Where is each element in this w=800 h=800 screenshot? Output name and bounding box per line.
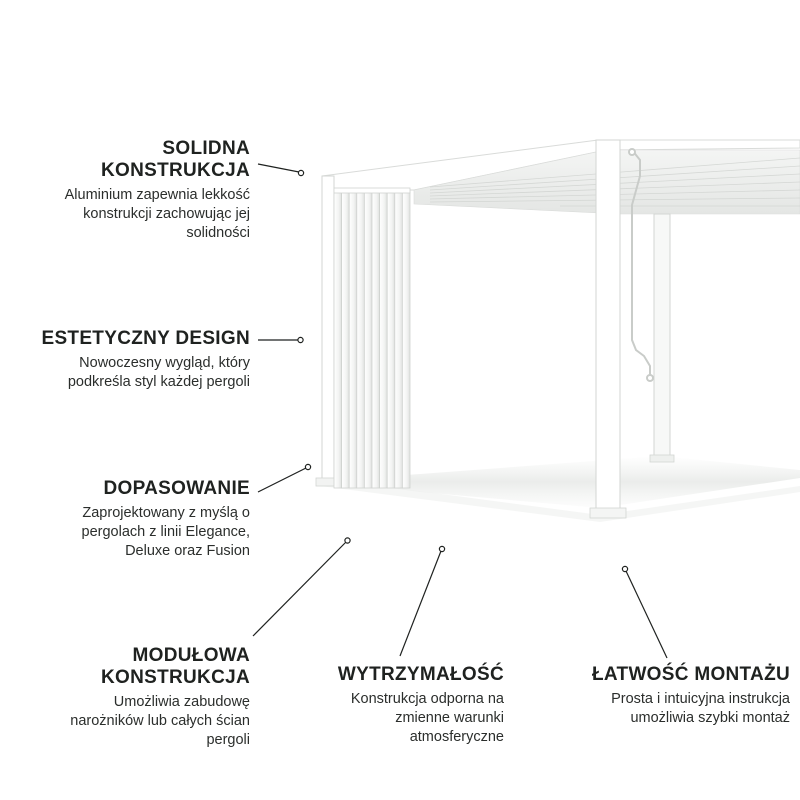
feature-description: Zaprojektowany z myślą o pergolach z linii Elegance, Deluxe oraz Fusion: [81, 505, 250, 559]
feature-title: DOPASOWANIE: [103, 478, 250, 499]
callout-dot: [298, 170, 303, 175]
feature-title: ESTETYCZNY DESIGN: [41, 328, 250, 349]
feature-wytrzymalosc: [296, 664, 504, 747]
back-post: [650, 214, 674, 462]
feature-description: Umożliwia zabudowę narożników lub całych ścian pergoli: [70, 694, 250, 748]
louver-slat: [380, 192, 388, 488]
feature-description: Aluminium zapewnia lekkość konstrukcji zachowując jej solidności: [64, 187, 250, 241]
feature-description: Prosta i intuicyjna instrukcja umożliwia szybki montaż: [611, 691, 790, 726]
feature-description: Nowoczesny wygląd, który podkreśla styl każdej pergoli: [67, 355, 250, 390]
feature-estetyczny-design: [0, 328, 250, 392]
feature-modulowa-konstrukcja: [0, 645, 250, 750]
feature-title: SOLIDNA KONSTRUKCJA: [101, 138, 250, 181]
feature-title: MODUŁOWA KONSTRUKCJA: [101, 645, 250, 688]
louver-slat: [357, 192, 365, 488]
feature-description: Konstrukcja odporna na zmienne warunki atmosferyczne: [350, 691, 504, 745]
side-wall-louvers: [334, 188, 410, 488]
louver-slat: [395, 192, 403, 488]
louver-slat: [372, 192, 380, 488]
callout-dot: [298, 337, 303, 342]
feature-dopasowanie: [0, 478, 250, 561]
callout-dot: [345, 538, 350, 543]
callout-dot: [439, 546, 444, 551]
feature-solidna-konstrukcja: [0, 138, 250, 243]
feature-title: WYTRZYMAŁOŚĆ: [337, 664, 504, 685]
louver-top-rail: [334, 188, 410, 193]
callout-dot: [622, 566, 627, 571]
louver-slat: [402, 192, 410, 488]
louver-slat: [364, 192, 372, 488]
callout-dot: [305, 464, 310, 469]
louver-slat: [349, 192, 357, 488]
feature-latwosc-montazu: [546, 664, 790, 728]
louver-slat: [342, 192, 350, 488]
louver-slat: [334, 192, 342, 488]
louver-slat: [387, 192, 395, 488]
feature-title: ŁATWOŚĆ MONTAŻU: [592, 664, 790, 685]
